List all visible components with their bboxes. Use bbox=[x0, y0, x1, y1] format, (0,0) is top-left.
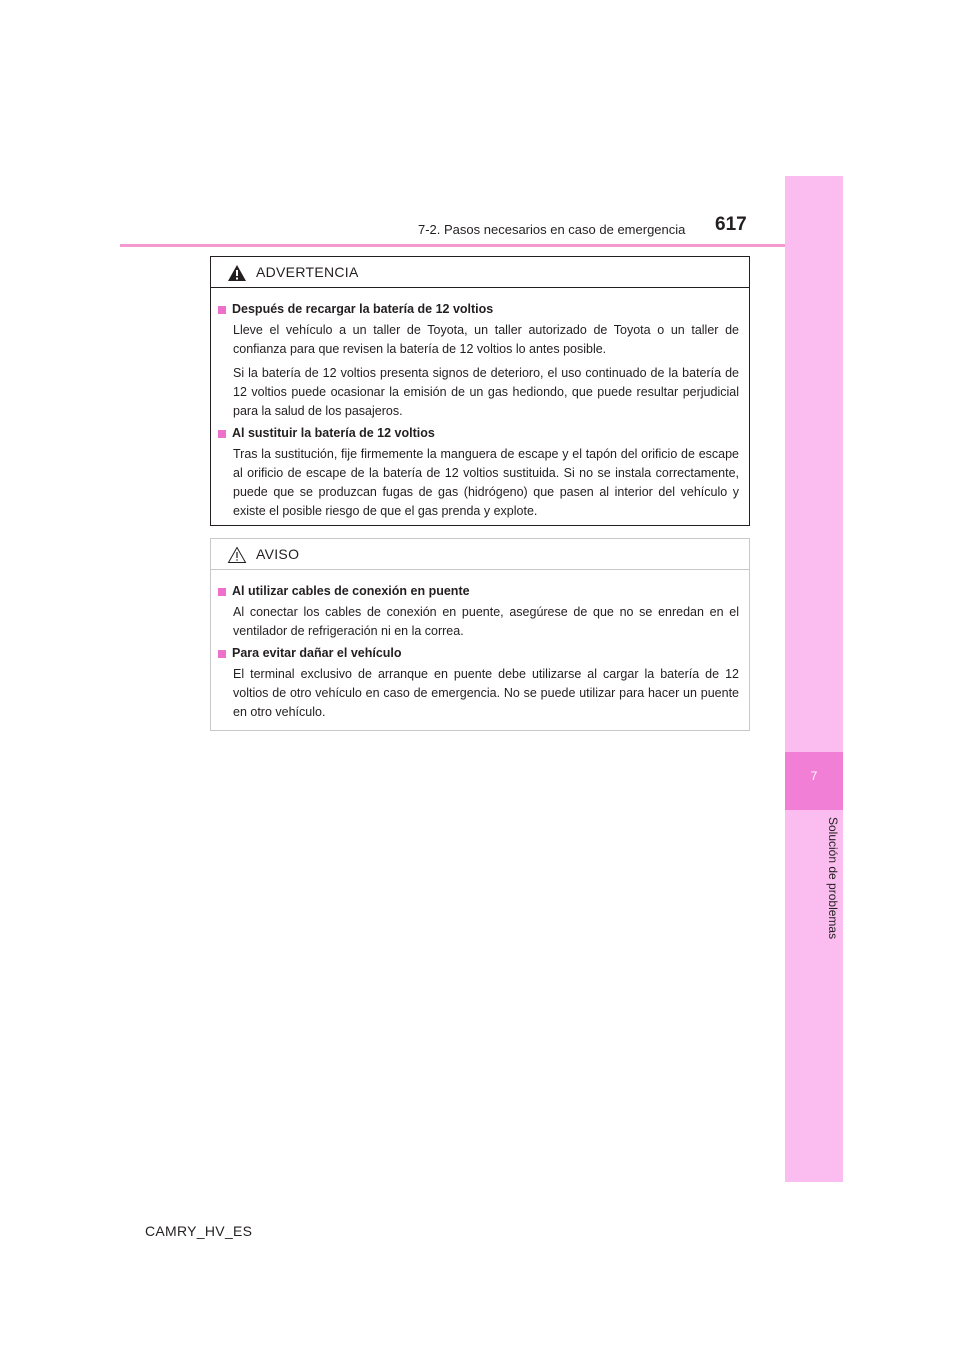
warning-body bbox=[211, 288, 749, 521]
warning-item-heading-text: Después de recargar la batería de 12 voltios bbox=[232, 302, 494, 316]
notice-item-heading-text: Al utilizar cables de conexión en puente bbox=[232, 584, 470, 598]
warning-box-header bbox=[211, 257, 749, 288]
notice-body bbox=[211, 570, 749, 722]
notice-paragraph: Al conectar los cables de conexión en puente, asegúrese de que no se enredan en el ventilador de refrigeración ni en la correa. bbox=[233, 605, 739, 638]
warning-paragraph: Lleve el vehículo a un taller de Toyota, un taller autorizado de Toyota o un taller de confianza para que revisen la batería de 12 voltios lo antes posible. bbox=[233, 323, 739, 356]
header-rule bbox=[120, 244, 842, 247]
notice-box-header bbox=[211, 539, 749, 570]
footer-model-code: CAMRY_HV_ES bbox=[145, 1223, 253, 1239]
chapter-number: 7 bbox=[810, 769, 818, 783]
warning-item-heading bbox=[217, 300, 739, 319]
square-bullet-icon bbox=[218, 588, 226, 596]
chapter-side-tab bbox=[785, 176, 843, 1182]
page-number: 617 bbox=[715, 214, 747, 235]
warning-title: ADVERTENCIA bbox=[256, 264, 359, 280]
notice-paragraph: El terminal exclusivo de arranque en puente debe utilizarse al cargar la batería de 12 voltios de otro vehículo en caso de emergencia. No se puede utilizar para hacer un puente en otro vehículo. bbox=[233, 667, 739, 719]
warning-paragraph: Tras la sustitución, fije firmemente la manguera de escape y el tapón del orificio de escape al orificio de escape de la batería de 12 voltios sustituida. Si no se instala correctamente, puede que se produzcan fugas de gas (hidrógeno) que pasen al interior del vehículo y existe el posible riesgo de que el gas prenda y explote. bbox=[233, 447, 739, 518]
square-bullet-icon bbox=[218, 430, 226, 438]
notice-title: AVISO bbox=[256, 546, 300, 562]
warning-triangle-icon bbox=[227, 264, 247, 282]
warning-box bbox=[210, 256, 750, 526]
caution-triangle-outline-icon bbox=[227, 546, 247, 564]
warning-paragraph: Si la batería de 12 voltios presenta signos de deterioro, el uso continuado de la batería de 12 voltios puede ocasionar la emisión de un gas hediondo, que puede resultar perjudicial para la salud de los pasajeros. bbox=[233, 366, 739, 418]
square-bullet-icon bbox=[218, 306, 226, 314]
warning-item-heading bbox=[217, 424, 739, 443]
chapter-number-block bbox=[785, 752, 843, 810]
notice-box bbox=[210, 538, 750, 731]
notice-item-heading bbox=[217, 582, 739, 601]
notice-item-heading-text: Para evitar dañar el vehículo bbox=[232, 646, 402, 660]
notice-item-heading bbox=[217, 644, 739, 663]
chapter-title: Solución de problemas bbox=[826, 817, 840, 940]
warning-item-heading-text: Al sustituir la batería de 12 voltios bbox=[232, 426, 435, 440]
square-bullet-icon bbox=[218, 650, 226, 658]
section-title: 7-2. Pasos necesarios en caso de emergencia bbox=[418, 222, 686, 237]
